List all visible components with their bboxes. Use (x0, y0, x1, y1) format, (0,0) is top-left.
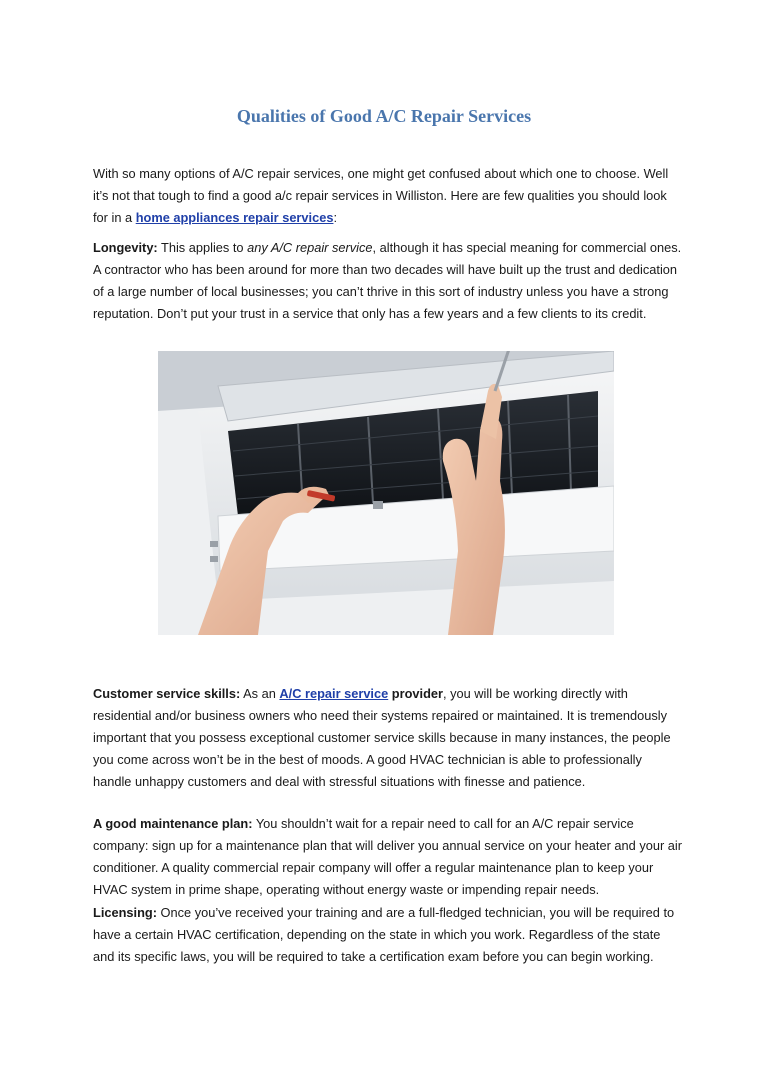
page-title: Qualities of Good A/C Repair Services (236, 106, 532, 126)
customer-service-provider: provider (388, 686, 443, 701)
licensing-label: Licensing: (93, 905, 157, 920)
longevity-paragraph (93, 237, 683, 325)
customer-service-paragraph (93, 683, 683, 793)
customer-service-text-start: As an (240, 686, 280, 701)
maintenance-label: A good maintenance plan: (93, 816, 253, 831)
customer-service-text: , you will be working directly with residential and/or business owners who need their systems repaired or maintained. It is tremendously important that you possess exceptional customer service skills because in many instances, the people you come across won’t be in the best of moods. A good HVAC technician is able to professionally handle unhappy customers and deal with stressful situations with finesse and patience. (93, 686, 671, 789)
maintenance-text: You shouldn’t wait for a repair need to call for an A/C repair service company: sign up for a maintenance plan that will deliver you annual service on your heater and your air conditioner. A quality commercial repair company will offer a regular maintenance plan to keep your HVAC system in prime shape, operating without energy waste or impending repair needs. (93, 816, 682, 897)
longevity-label: Longevity: (93, 240, 158, 255)
licensing-text: Once you’ve received your training and are a full-fledged technician, you will be required to have a certain HVAC certification, depending on the state in which you work. Regardless of the state and its specific laws, you will be required to take a certification exam before you can begin working. (93, 905, 675, 964)
intro-text-end: : (333, 210, 337, 225)
ac-repair-service-link[interactable]: A/C repair service (279, 686, 389, 701)
longevity-text-start: This applies to (157, 240, 248, 255)
home-appliances-link[interactable]: home appliances repair services (135, 210, 334, 225)
longevity-text: , although it has special meaning for commercial ones. A contractor who has been around for more than two decades will have built up the trust and dedication of a large number of local businesses; you can’t thrive in this sort of industry unless you have a strong reputation. Don’t put your trust in a service that only has a few years and a few clients to its credit. (93, 240, 682, 321)
maintenance-paragraph (93, 813, 683, 901)
intro-text: With so many options of A/C repair services, one might get confused about which one to choose. Well it’s not that tough to find a good a/c repair services in Williston. Here are few qualities you should look for in a (93, 166, 669, 225)
ac-repair-photo (158, 351, 614, 635)
intro-paragraph (93, 163, 683, 229)
longevity-italic: any A/C repair service (247, 240, 373, 255)
customer-service-label: Customer service skills: (93, 686, 241, 701)
licensing-paragraph (93, 902, 683, 968)
